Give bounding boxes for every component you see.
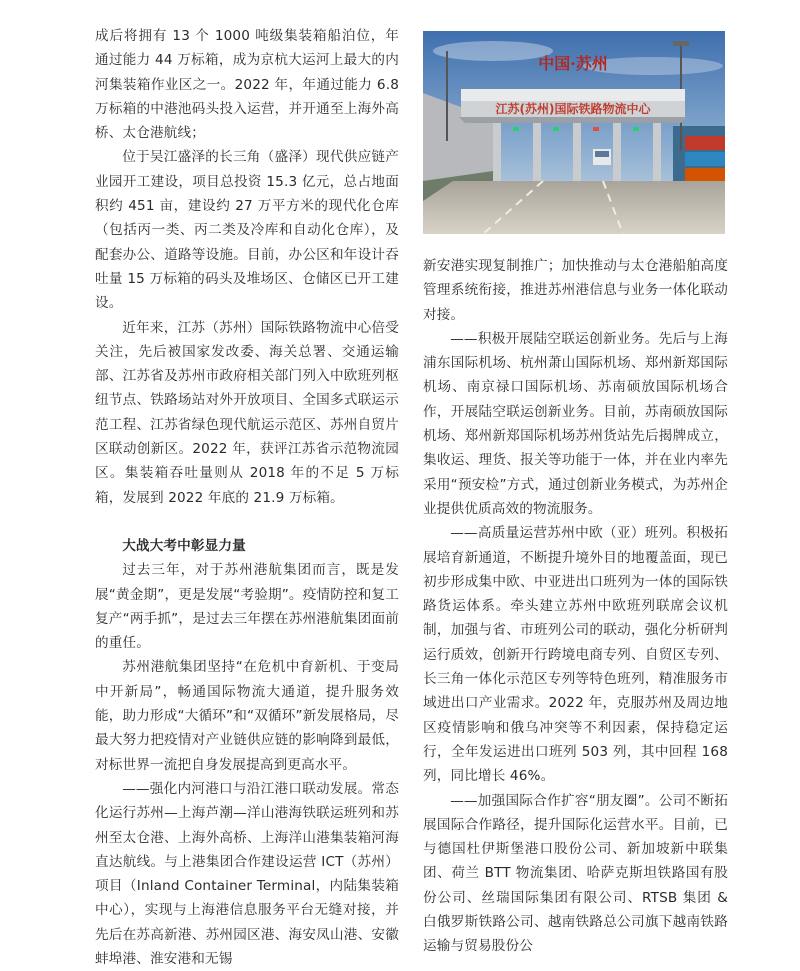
sign-text: 中国·苏州 <box>538 54 608 73</box>
paragraph: ——加强国际合作扩容“朋友圈”。公司不断拓展国际合作路径，提升国际化运营水平。目前，已与德国杜伊斯堡港口股份公司、新加坡新中联集团、荷兰 BTT 物流集团、哈萨克斯坦铁路国有股份公司、丝瑞国际集团有限公司、RTSB 集团 & 白俄罗斯铁路公司、越南铁路总公司旗下越南铁路运输与贸易股份公 <box>423 792 728 955</box>
logistics-center-photo <box>423 31 725 234</box>
paragraph: 过去三年，对于苏州港航集团而言，既是发展“黄金期”，更是发展“考验期”。疫情防控和复工复产“两手抓”，是过去三年摆在苏州港航集团面前的重任。 <box>95 562 399 652</box>
paragraph: ——高质量运营苏州中欧（亚）班列。积极拓展培育新通道，不断提升境外目的地覆盖面，现已初步形成集中欧、中亚进出口班列为一体的国际铁路货运体系。牵头建立苏州中欧班列联席会议机制，加强与省、市班列公司的联动，强化分析研判运行质效，创新开行跨境电商专列、自贸区专列、长三角一体化示范区专列等特色班列，精准服务市域进出口产业需求。2022 年，克服苏州及周边地区疫情影响和俄乌冲突等不利因素，保持稳定运行，全年发运进出口班列 503 列，其中回程 168 列，同比增长 46%。 <box>423 525 728 785</box>
paragraph: ——强化内河港口与沿江港口联动发展。常态化运行苏州—上海芦潮—洋山港海铁联运班列和苏州至太仓港、上海外高桥、上海洋山港集装箱河海直达航线。与上港集团合作建设运营 ICT（苏州）项目（Inland Container Terminal，内陆集装箱中心），实现与上海港信息服务平台无缝对接，并先后在苏高新港、苏州园区港、海安凤山港、安徽蚌埠港、淮安港和无锡 <box>95 780 399 967</box>
right-column <box>423 254 728 959</box>
paragraph: 新安港实现复制推广；加快推动与太仓港船舶高度管理系统衔接，推进苏州港信息与业务一体化联动对接。 <box>423 258 728 323</box>
section-heading: 大战大考中彰显力量 <box>122 537 246 554</box>
paragraph: 近年来，江苏（苏州）国际铁路物流中心倍受关注，先后被国家发改委、海关总署、交通运输部、江苏省及苏州市政府相关部门列入中欧班列枢纽节点、铁路场站对外开放项目、全国多式联运示范工程、江苏省绿色现代航运示范区、苏州自贸片区联动创新区。2022 年，获评江苏省示范物流园区。集装箱吞吐量则从 2018 年的不足 5 万标箱，发展到 2022 年底的 21.9 万标箱。 <box>95 319 399 506</box>
banner-text: 江苏(苏州)国际铁路物流中心 <box>495 102 651 116</box>
paragraph: 苏州港航集团坚持“在危机中育新机、于变局中开新局”，畅通国际物流大通道，提升服务效能，助力形成“大循环”和“双循环”新发展格局，尽最大努力把疫情对产业链供应链的影响降到最低，对标世界一流把自身发展提高到更高水平。 <box>95 659 399 773</box>
paragraph: ——积极开展陆空联运创新业务。先后与上海浦东国际机场、杭州萧山国际机场、郑州新郑国际机场、南京禄口国际机场、苏南硕放国际机场合作，开展陆空联运创新业务。目前，苏南硕放国际机场、郑州新郑国际机场苏州货站先后揭牌成立，集收运、理货、报关等功能于一体，并在业内率先采用“预安检”方式，通过创新业务模式，为苏州企业提供优质高效的物流服务。 <box>423 330 728 517</box>
paragraph: 位于吴江盛泽的长三角（盛泽）现代供应链产业园开工建设，项目总投资 15.3 亿元，总占地面积约 451 亩，建设约 27 万平方米的现代化仓库（包括丙一类、丙二类及冷库和自动化仓库），及配套办公、道路等设施。目前，办公区和年设计吞吐量 15 万标箱的码头及堆场区、仓储区已开工建设。 <box>95 149 399 312</box>
left-column <box>95 24 399 971</box>
paragraph: 成后将拥有 13 个 1000 吨级集装箱船泊位，年通过能力 44 万标箱，成为京杭大运河上最大的内河集装箱作业区之一。2022 年，年通过能力 6.8 万标箱的中港池码头投入运营，并开通至上海外高桥、太仓港航线； <box>95 28 399 142</box>
